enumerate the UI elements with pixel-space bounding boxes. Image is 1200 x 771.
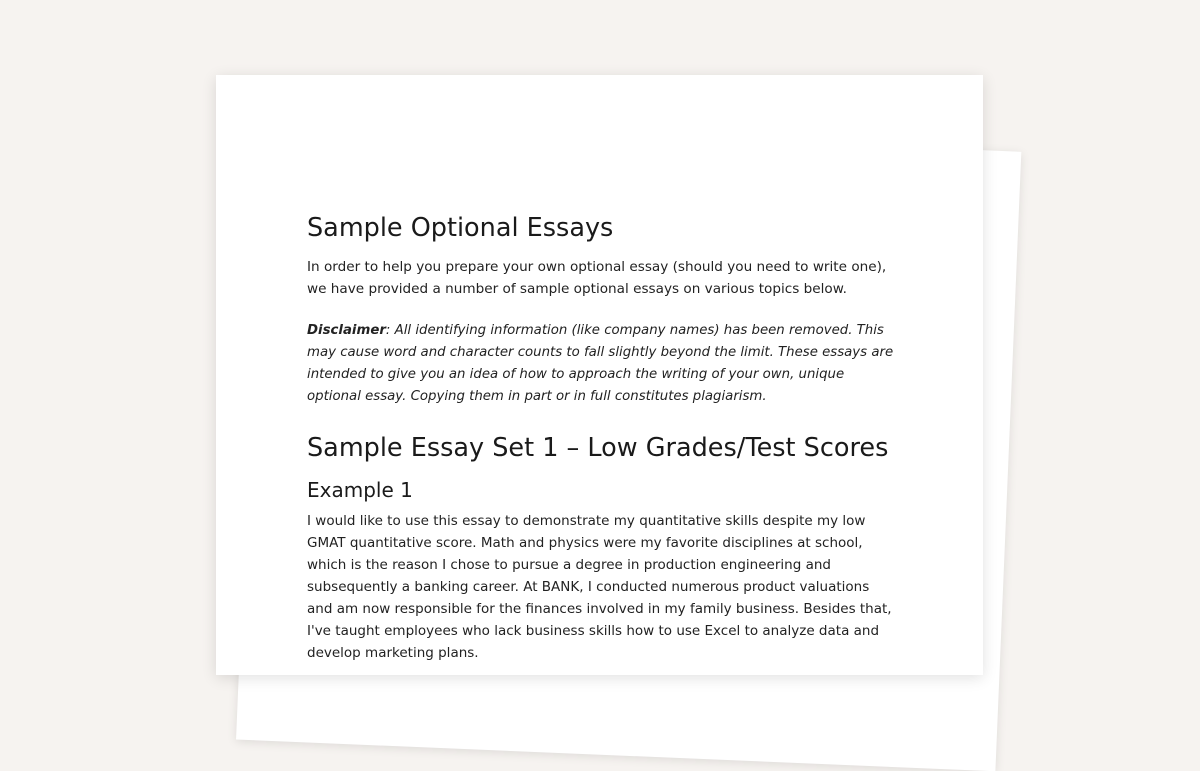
page-title: Sample Optional Essays bbox=[307, 213, 614, 243]
section-title: Sample Essay Set 1 – Low Grades/Test Scores bbox=[307, 433, 889, 463]
intro-paragraph: In order to help you prepare your own optional essay (should you need to write one), we have provided a number of sample optional essays on various topics below. bbox=[307, 259, 887, 297]
disclaimer-paragraph bbox=[307, 320, 897, 408]
document-page bbox=[216, 75, 983, 675]
disclaimer-label: Disclaimer bbox=[307, 323, 386, 338]
document-content bbox=[307, 212, 897, 664]
example-paragraph: I would like to use this essay to demonstrate my quantitative skills despite my low GMAT quantitative score. Math and physics were my favorite disciplines at school, which is the reason I chose to pursue a degree in production engineering and subsequently a banking career. At BANK, I conducted numerous product valuations and am now responsible for the finances involved in my family business. Besides that, I've taught employees who lack business skills how to use Excel to analyze data and develop marketing plans. bbox=[307, 513, 892, 661]
disclaimer-text: : All identifying information (like company names) has been removed. This may cause word and character counts to fall slightly beyond the limit. These essays are intended to give you an idea of how to approach the writing of your own, unique optional essay. Copying them in part or in full constitutes plagiarism. bbox=[307, 323, 894, 404]
example-title: Example 1 bbox=[307, 478, 413, 502]
